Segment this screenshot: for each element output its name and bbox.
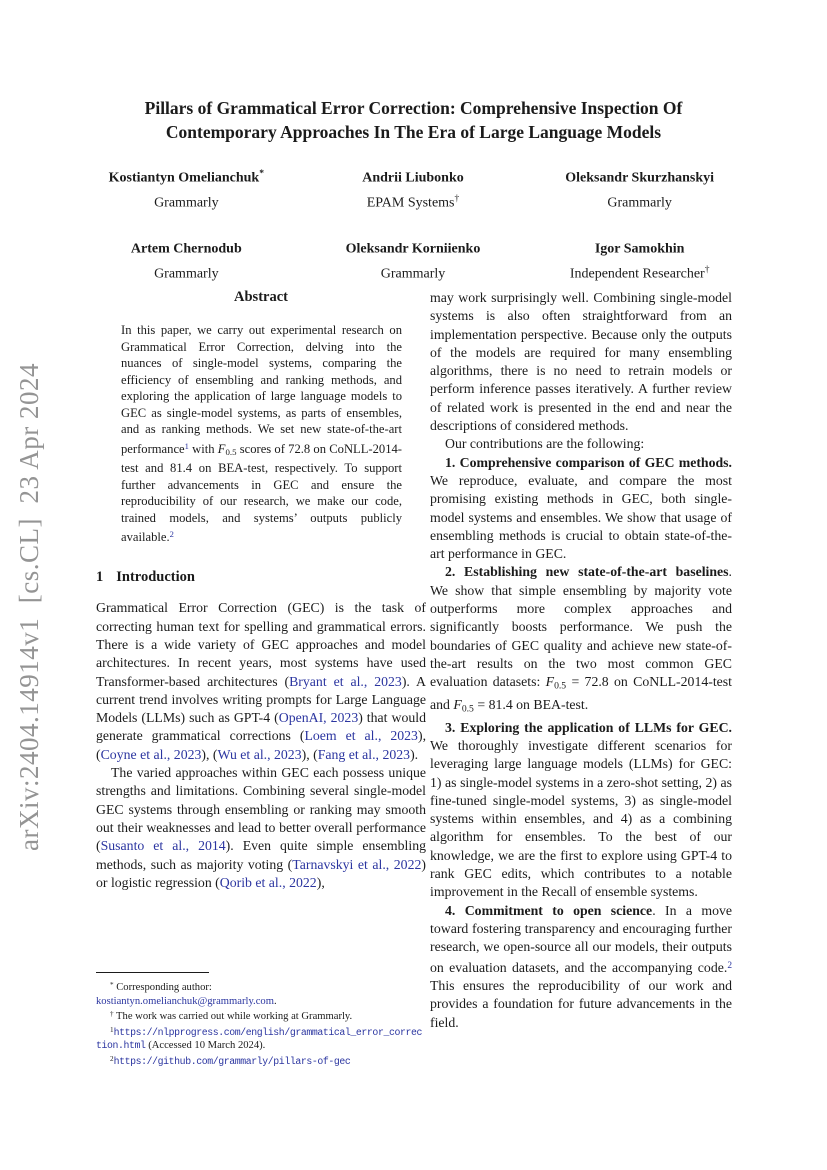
intro-paragraph-1 [96,599,426,764]
footnote-dagger [96,1008,426,1024]
footnote-corresponding-author [96,979,426,1008]
author-block [526,235,753,284]
text-segment: F [453,696,462,712]
author-name [73,164,300,189]
author-block [300,164,527,213]
text-segment: ) or logistic regression ( [96,856,426,890]
author-block [73,164,300,213]
author-name [526,235,753,260]
affiliation-text: Grammarly [380,266,446,282]
text-segment: 2 [110,1054,114,1063]
text-segment: = 72.8 on CoNLL-2014-test and [430,674,733,712]
abstract-text [121,322,402,545]
contribution-1 [430,454,732,564]
text-segment: = 81.4 on BEA-test. [473,696,589,712]
abstract-heading: Abstract [234,289,288,305]
citation-link[interactable]: Qorib et al., 2022 [219,874,317,890]
text-segment: 3. Exploring the application of LLMs for GEC. [445,719,732,735]
footnote-ref[interactable]: 1 [184,440,189,451]
text-segment: The work was carried out while working at Grammarly. [113,1011,353,1023]
footnote-rule [96,972,209,973]
paper-title [50,97,777,144]
citation-link[interactable]: Loem et al., 2023 [304,728,418,744]
author-name [73,235,300,260]
text-segment: ), ( [301,746,318,762]
url-link[interactable]: https://nlpprogress.com/english/grammatical_error_correction.html [96,1026,422,1052]
text-segment: scores of 72.8 on CoNLL-2014-test and 81.4 on BEA-test, respectively. To support further advancements in GEC and ensure the reproducibility of our research, we make our code, trained models, and systems’ outputs publicly available. [121,441,403,544]
footnote-1 [96,1024,426,1053]
body-paragraph-continuation [430,289,732,435]
text-segment: We thoroughly investigate different scenarios for leveraging large language models (LLMs) for GEC: 1) as single-model systems in a zero-shot setting, 2) as fine-tuned single-model systems, 3) as single-model systems within ensembles, and 4) as a combining algorithm for ensembles. To the best of our knowledge, we are the first to explore using GPT-4 to rank GEC edits, which contributes to a notable improvement in the Recall of ensemble systems. [430,737,732,900]
text-segment: * [110,981,114,989]
author-block [73,235,300,284]
paper-title-line1: Pillars of Grammatical Error Correction: Comprehensive Inspection Of [144,98,683,118]
author-footnote-mark: * [259,169,264,179]
text-segment: We reproduce, evaluate, and compare the most promising existing methods in GEC, both single-model systems and ensembles. We show that usage of ensembling methods is crucial to obtain state-of-the-art performance in GEC. [430,472,732,562]
citation-link[interactable]: Coyne et al., 2023 [100,746,202,762]
intro-paragraph-2 [96,764,426,892]
section-title: Introduction [116,569,195,586]
text-segment: 0.5 [225,446,237,457]
author-name-text: Oleksandr Korniienko [345,241,481,257]
text-segment: This ensures the reproducibility of our work and provides a foundation for future advancements in the field. [430,978,732,1030]
author-block [526,164,753,213]
url-link[interactable]: kostiantyn.omelianchuk@grammarly.com [96,995,274,1007]
section-number: 1 [96,569,104,586]
url-link[interactable]: https://github.com/grammarly/pillars-of-gec [113,1055,351,1067]
author-block [300,235,527,284]
text-segment: 0.5 [461,703,474,715]
citation-link[interactable]: Susanto et al., 2014 [100,838,226,854]
author-name-text: Kostiantyn Omelianchuk [108,170,260,186]
text-segment: . [273,995,277,1007]
text-segment: with [188,441,218,456]
text-segment: ). A current trend involves writing prompts for Large Language Models (LLMs) such as GPT-4 ( [96,673,426,726]
author-name-text: Artem Chernodub [130,241,242,257]
author-name-text: Andrii Liubonko [362,170,464,186]
author-affiliation [526,189,753,214]
text-segment: The varied approaches within GEC each possess unique strengths and limitations. Combining several single-model GEC systems through ensembling or ranking may smooth out their weaknesses and lead to better overall performance ( [96,765,426,854]
author-name-text: Igor Samokhin [594,241,685,257]
text-segment: ), ( [201,746,218,762]
contribution-3 [430,719,732,902]
affiliation-text: Independent Researcher [569,266,705,282]
paper-title-line2: Contemporary Approaches In The Era of Large Language Models [165,121,662,142]
text-segment: 1. Comprehensive comparison of GEC methods. [445,454,732,470]
right-column [430,289,732,1032]
author-name [300,164,527,189]
citation-link[interactable]: Wu et al., 2023 [217,746,302,762]
text-segment: ). [410,746,419,762]
author-name [300,235,527,260]
arxiv-watermark: arXiv:2404.14914v1 [cs.CL] 23 Apr 2024 [14,363,44,851]
affiliation-text: EPAM Systems [366,195,455,211]
footnote-2 [96,1053,426,1069]
affiliation-text: Grammarly [154,195,219,211]
contribution-2 [430,563,732,718]
text-segment: F [217,441,226,456]
text-segment: ). Even quite simple ensembling methods, such as majority voting ( [96,838,426,872]
affiliation-text: Grammarly [154,266,219,282]
text-segment: ), ( [96,728,427,762]
author-name-text: Oleksandr Skurzhanskyi [565,170,715,186]
contribution-4 [430,902,732,1032]
citation-link[interactable]: Bryant et al., 2023 [289,673,402,689]
text-segment: (Accessed 10 March 2024). [145,1040,266,1052]
text-segment: 1 [110,1025,114,1034]
text-segment: . In a move toward fostering transparency and encouraging further research, we open-source all our models, their outputs on evaluation datasets, and the accompanying code. [430,902,732,975]
text-segment: ) that would generate grammatical corrections ( [96,710,426,744]
footnote-ref[interactable]: 2 [727,960,732,971]
text-segment: may work surprisingly well. Combining single-model systems is also often straightforward from an implementation perspective. Because only the outputs of the models are required for many ensembling algorithms, there is no need to retrain models or perform inference passes iteratively. A further review of related work is presented in the end and near the descriptions of considered methods. [430,290,732,434]
text-segment: F [545,674,555,690]
text-segment: Our contributions are the following: [445,436,645,452]
text-segment: 0.5 [554,680,567,692]
text-segment: Corresponding author: [113,982,212,994]
text-segment: 4. Commitment to open science [445,902,653,918]
contributions-lead [430,435,732,453]
author-affiliation [300,260,527,285]
citation-link[interactable]: Tarnavskyi et al., 2022 [292,856,422,872]
footnote-block [96,972,426,1068]
text-segment: . We show that simple ensembling by majority vote outperforms more complex approaches and significantly boosts performance. We push the boundaries of GEC quality and achieve new state-of-the-art results on the two most common GEC evaluation datasets: [430,564,732,690]
affiliation-footnote-mark: † [704,264,710,275]
author-affiliation [73,189,300,214]
left-column [96,289,426,892]
text-segment: ), [316,874,325,890]
author-name [526,164,753,189]
author-affiliation [526,260,753,285]
text-segment: † [110,1010,114,1019]
section-heading-introduction [96,569,426,586]
citation-link[interactable]: Fang et al., 2023 [317,746,411,762]
text-segment: In this paper, we carry out experimental research on Grammatical Error Correction, delving into the nuances of single-model systems, comparing the efficiency of ensembling and ranking methods, and exploring the application of large language models to GEC as single-model systems, as parts of ensembles, and as ranking methods. We set new state-of-the-art performance [121,323,402,456]
author-affiliation [300,189,527,214]
affiliation-text: Grammarly [607,195,672,211]
text-segment: Grammatical Error Correction (GEC) is the task of correcting human text for spelling and grammatical errors. There is a wide variety of GEC approaches and model architectures. In recent years, most systems have used Transformer-based architectures ( [96,600,426,689]
affiliation-footnote-mark: † [454,193,460,204]
author-list [73,164,753,285]
author-affiliation [73,260,300,285]
footnote-ref[interactable]: 2 [169,529,174,540]
text-segment: 2. Establishing new state-of-the-art baselines [445,564,729,580]
citation-link[interactable]: OpenAI, 2023 [278,710,359,726]
